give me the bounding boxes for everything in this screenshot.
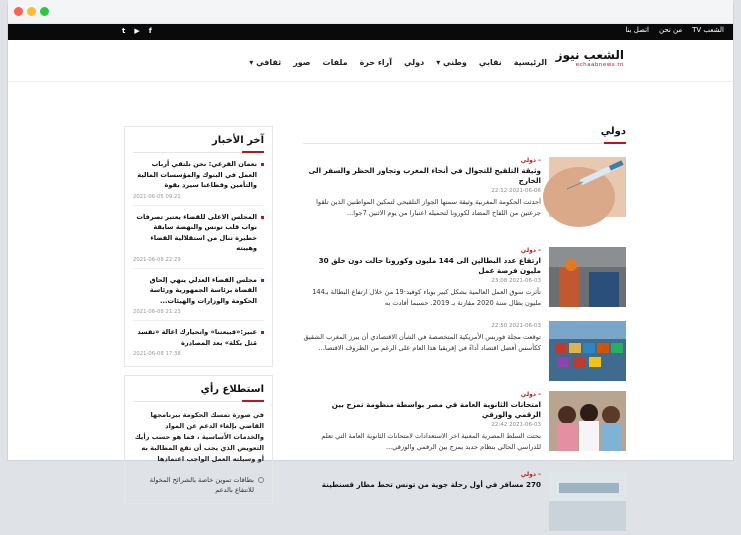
article-category[interactable]: – دولي [520, 157, 541, 164]
article-title[interactable]: ارتفاع عدد البطالين الى 144 مليون وكورونا حالت دون خلق 30 مليون فرصة عمل [318, 256, 541, 275]
top-link-contact[interactable]: اتصل بنا [625, 26, 649, 34]
news-title[interactable]: نعمان الفرعي: نحن نلتقي أرباب العمل في البنوك والمؤسسات المالية والتأمين وقطاعنا سيرد بقوة [133, 159, 264, 191]
article-card[interactable] [303, 157, 626, 243]
news-date: 2021-06-05 09:21 [133, 193, 181, 200]
youtube-icon[interactable]: ▶ [134, 27, 140, 35]
poll-title: استطلاع رأي [133, 384, 264, 402]
social-links [122, 27, 152, 36]
main-nav [249, 58, 547, 67]
logo-arabic: الشعب نيوز [555, 48, 624, 62]
list-item[interactable] [133, 321, 264, 362]
nav-photos[interactable]: صور [293, 58, 311, 67]
article-card[interactable] [303, 247, 626, 307]
site-logo[interactable] [556, 49, 624, 68]
news-date: 2021-06-08 17:38 [133, 351, 181, 357]
article-date: 2021-06-03 22:50 [491, 323, 541, 329]
nav-opinions[interactable]: آراء حرة [359, 58, 393, 67]
nav-union[interactable]: نقابي [478, 58, 502, 67]
poll-option-label[interactable]: بطاقات تموين خاصة بالشرائح المخولة للانتفاع بالدعم [149, 476, 254, 494]
minimize-window-dot[interactable] [27, 7, 36, 16]
article-title[interactable]: وثيقة التلقيح للتجوال في أنحاء المغرب وتجاوز الحظر والسفر الى الخارج [308, 166, 541, 185]
close-window-dot[interactable] [14, 7, 23, 16]
nav-files[interactable]: ملفات [322, 58, 348, 67]
news-title[interactable]: المجلس الاعلى للقضاء يعتبر تصرفات نواب قلب تونس والنهضة سابقة خطيرة تنال من استقلالية القضاء وهيبته [133, 212, 264, 254]
latest-news-title: آخر الأخبار [133, 135, 264, 153]
article-excerpt: تأثرت سوق العمل العالمية بشكل كبير بوباء كوفيد-19 من خلال ارتفاع البطالة بـ144 مليون بطال سنة 2020 مقارنة بـ 2019. حسبما أفادت به [312, 288, 541, 307]
news-title[interactable]: عبير:«قبيعتنا» واتحيارك اعالة «تفسد مَثل بكلة» بعد المصادرة [133, 327, 264, 348]
poll-box [124, 375, 273, 504]
section-title: دولي [303, 126, 626, 144]
browser-chrome [8, 0, 733, 24]
poll-option[interactable] [133, 475, 264, 495]
article-title[interactable]: امتحانات الثانوية العامة في مصر بواسطة منظومة تمزج بين الرقمي والورقي [331, 400, 541, 419]
article-date: 2021-06-06 22:12 [491, 188, 541, 194]
international-section [303, 126, 626, 531]
browser-window [8, 0, 733, 494]
radio-button[interactable] [258, 477, 264, 483]
article-category[interactable]: – دولي [520, 391, 541, 398]
article-excerpt: بحثت السلط المصرية المعنية اخر الاستعدادات لامتحانات الثانوية العامة التي تعلم للدراسي الحالي بنظام جديد يمزج بين الرقمي والورقي... [321, 432, 541, 451]
article-card[interactable] [303, 321, 626, 381]
latest-news-box [124, 126, 273, 367]
nav-international[interactable]: دولي [404, 58, 425, 67]
article-date: 2021-06-03 22:42 [491, 422, 541, 428]
logo-latin: echaabnews.tn [575, 62, 624, 68]
article-title[interactable]: 270 مسافر في أول رحلة جوية من تونس تحط مطار قسنطينة [321, 480, 541, 489]
list-item[interactable] [133, 206, 264, 269]
news-date: 2021-06-08 22:29 [133, 256, 181, 263]
maximize-window-dot[interactable] [40, 7, 49, 16]
top-links [625, 26, 724, 34]
article-excerpt: توقعت مجلة فوربس الأمريكية المتخصصة في الشأن الاقتصادي أن يبرز المغرب الشقيق ككأسس أفضل اقتصاد أداءً في إفريقيا هذا العام على الرغم من الظروف الاقتصا... [303, 333, 541, 352]
top-link-tv[interactable]: الشعب TV [692, 26, 724, 34]
facebook-icon[interactable]: f [148, 27, 152, 35]
article-thumbnail[interactable] [549, 471, 626, 531]
article-thumbnail[interactable] [549, 247, 626, 307]
article-card[interactable] [303, 471, 626, 531]
list-item[interactable] [133, 269, 264, 322]
top-link-about[interactable]: من نحن [659, 26, 683, 34]
nav-culture[interactable]: ثقافي ▾ [249, 58, 282, 67]
article-card[interactable] [303, 391, 626, 471]
article-category[interactable]: – دولي [520, 247, 541, 254]
sidebar [124, 126, 273, 504]
article-thumbnail[interactable] [549, 391, 626, 451]
list-item[interactable] [133, 153, 264, 206]
article-excerpt: أحدثت الحكومة المغربية وثيقة سمتها الجواز التلقيحي لتمكين المواطنين الذين تلقوا جرعتين من اللقاح المضاد لكورونا لتحميله اعتبارا من يوم الاثنين 7جوا... [316, 198, 541, 217]
site-header [8, 40, 733, 82]
article-thumbnail[interactable] [549, 321, 626, 381]
article-category[interactable]: – دولي [520, 471, 541, 478]
article-date: 2021-06-03 23:08 [491, 278, 541, 284]
nav-home[interactable]: الرئيسية [513, 58, 547, 67]
top-bar [8, 24, 733, 40]
nav-national[interactable]: وطني ▾ [436, 58, 467, 67]
article-thumbnail[interactable] [549, 157, 626, 217]
news-title[interactable]: مجلس القضاء العدلي ينهي إلحاق القضاة برئاسة الجمهورية ورئاسة الحكومة والوزارات والهيئات... [133, 275, 264, 307]
news-date: 2021-06-08 21:23 [133, 309, 181, 315]
twitter-icon[interactable]: t [122, 27, 126, 35]
poll-question: في صورة تمسك الحكومة ببرنامجها القاضي بإلغاء الدعم عن المواد والخدمات الأساسية ، فما هو حسب رأيك التعويض الذي يجب أن تقع المطالبة به أو وسيلته العمل الواجب اعتمادها [134, 411, 264, 463]
